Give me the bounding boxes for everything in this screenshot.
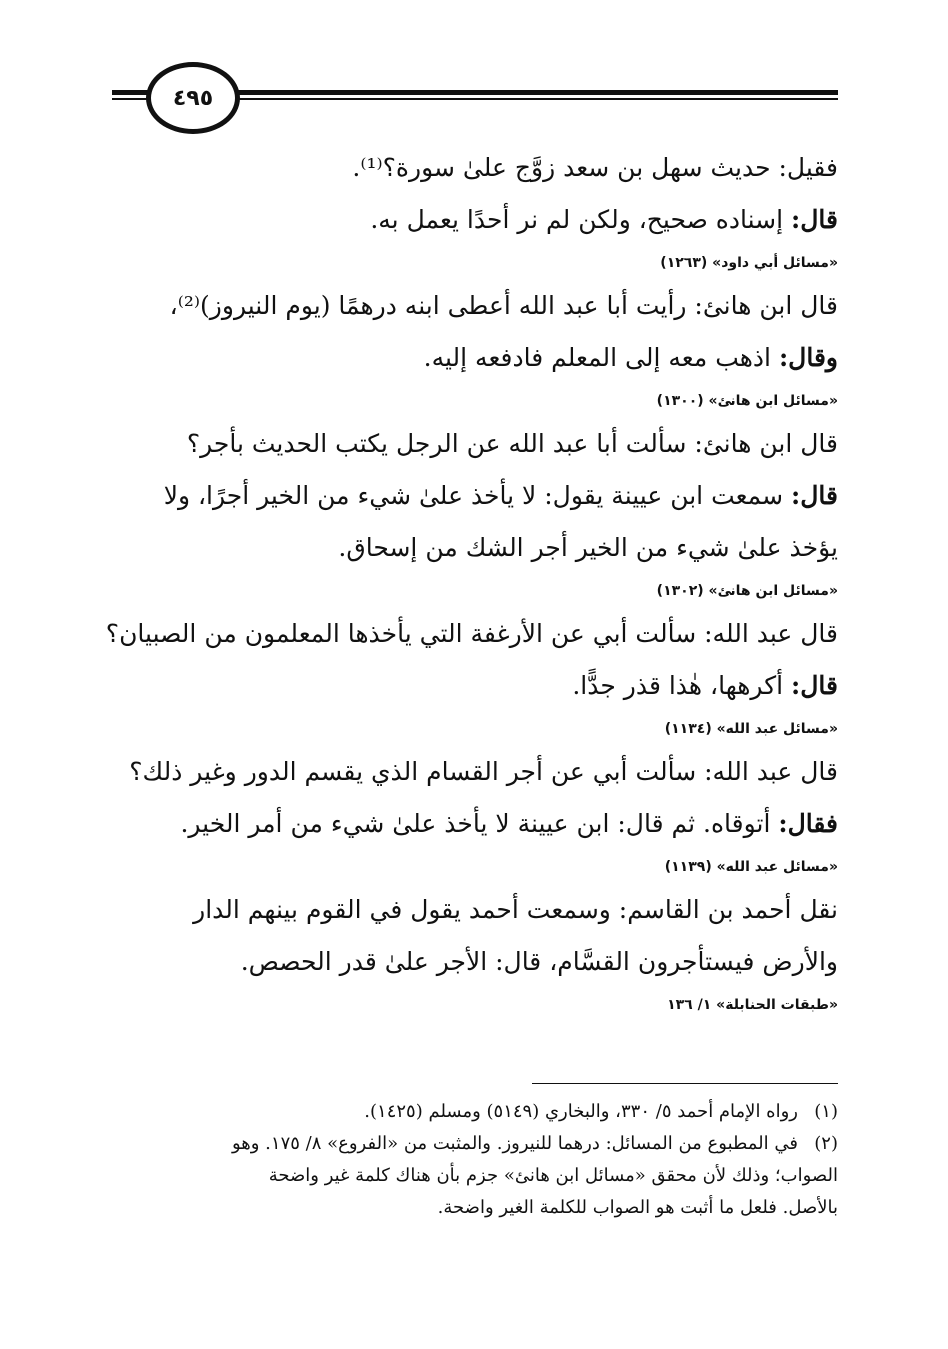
footnote-number: (١) — [814, 1101, 838, 1122]
footnote — [112, 1096, 838, 1128]
line-text: قال ابن هانئ: رأيت أبا عبد الله أعطى ابنه درهمًا (يوم النيروز)⁽²⁾، — [169, 291, 838, 320]
footnote-text: رواه الإمام أحمد ٥/ ٣٣٠، والبخاري (٥١٤٩) ومسلم (١٤٢٥). — [364, 1101, 798, 1122]
bold-keyword: فقال: — [778, 809, 838, 838]
text-line — [105, 608, 838, 660]
footnote — [112, 1128, 838, 1160]
text-line — [112, 660, 838, 712]
source-citation: «مسائل ابن هانئ» (١٣٠٠) — [656, 393, 838, 409]
line-text: أتوقاه. ثم قال: ابن عيينة لا يأخذ علىٰ شيء من أمر الخير. — [180, 809, 779, 838]
line-text: قال عبد الله: سألت أبي عن أجر القسام الذي يقسم الدور وغير ذلك؟ — [129, 757, 838, 786]
entry — [112, 884, 838, 1022]
text-line — [112, 522, 838, 574]
source-citation: «مسائل أبي داود» (١٢٦٣) — [660, 255, 838, 271]
page-number-badge — [146, 62, 240, 134]
text-line — [112, 280, 838, 332]
footnote-continuation: بالأصل. فلعل ما أثبت هو الصواب للكلمة الغير واضحة. — [437, 1197, 838, 1218]
line-text: إسناده صحيح، ولكن لم نر أحدًا يعمل به. — [370, 205, 792, 234]
entry — [105, 608, 838, 746]
line-text: اذهب معه إلى المعلم فادفعه إليه. — [423, 343, 779, 372]
text-line — [112, 470, 838, 522]
line-text: والأرض فيستأجرون القسَّام، قال: الأجر علىٰ قدر الحصص. — [240, 947, 838, 976]
line-text: سمعت ابن عيينة يقول: لا يأخذ علىٰ شيء من الخير أجرًا، ولا — [163, 481, 792, 510]
source-citation: «طبقات الحنابلة» ١/ ١٣٦ — [667, 997, 838, 1013]
main-text — [105, 142, 838, 1022]
text-line — [112, 418, 838, 470]
footnote-separator — [532, 1083, 838, 1084]
footnotes — [112, 1096, 838, 1224]
text-line — [112, 194, 838, 246]
line-text: فقيل: حديث سهل بن سعد زوَّج علىٰ سورة؟⁽¹⁾. — [352, 153, 838, 182]
line-text: يؤخذ علىٰ شيء من الخير أجر الشك من إسحاق. — [338, 533, 838, 562]
source-citation: «مسائل عبد الله» (١١٣٤) — [664, 721, 838, 737]
footnote-text: في المطبوع من المسائل: درهما للنيروز. والمثبت من «الفروع» ٨/ ١٧٥. وهو — [231, 1133, 798, 1154]
footnote-number: (٢) — [814, 1133, 838, 1154]
entry — [112, 142, 838, 280]
text-line — [112, 746, 838, 798]
bold-keyword: قال: — [791, 481, 838, 510]
source-citation: «مسائل ابن هانئ» (١٣٠٢) — [656, 583, 838, 599]
line-text: أكرهها، هٰذا قذر جدًّا. — [572, 671, 792, 700]
text-line — [112, 884, 838, 936]
source-citation: «مسائل عبد الله» (١١٣٩) — [664, 859, 838, 875]
text-line — [112, 798, 838, 850]
text-line — [112, 332, 838, 384]
entry — [112, 746, 838, 884]
entry — [112, 418, 838, 608]
text-line — [112, 936, 838, 988]
page-header — [112, 60, 838, 130]
entry — [112, 280, 838, 418]
page-number: ٤٩٥ — [172, 85, 214, 111]
line-text: قال ابن هانئ: سألت أبا عبد الله عن الرجل يكتب الحديث بأجر؟ — [186, 429, 838, 458]
footnote-continuation: الصواب؛ وذلك لأن محقق «مسائل ابن هانئ» جزم بأن هناك كلمة غير واضحة — [268, 1165, 838, 1186]
bold-keyword: قال: — [791, 671, 838, 700]
text-line — [112, 142, 838, 194]
line-text: قال عبد الله: سألت أبي عن الأرغفة التي يأخذها المعلمون من الصبيان؟ — [105, 619, 838, 648]
bold-keyword: قال: — [791, 205, 838, 234]
line-text: نقل أحمد بن القاسم: وسمعت أحمد يقول في القوم بينهم الدار — [193, 895, 838, 924]
bold-keyword: وقال: — [778, 343, 838, 372]
